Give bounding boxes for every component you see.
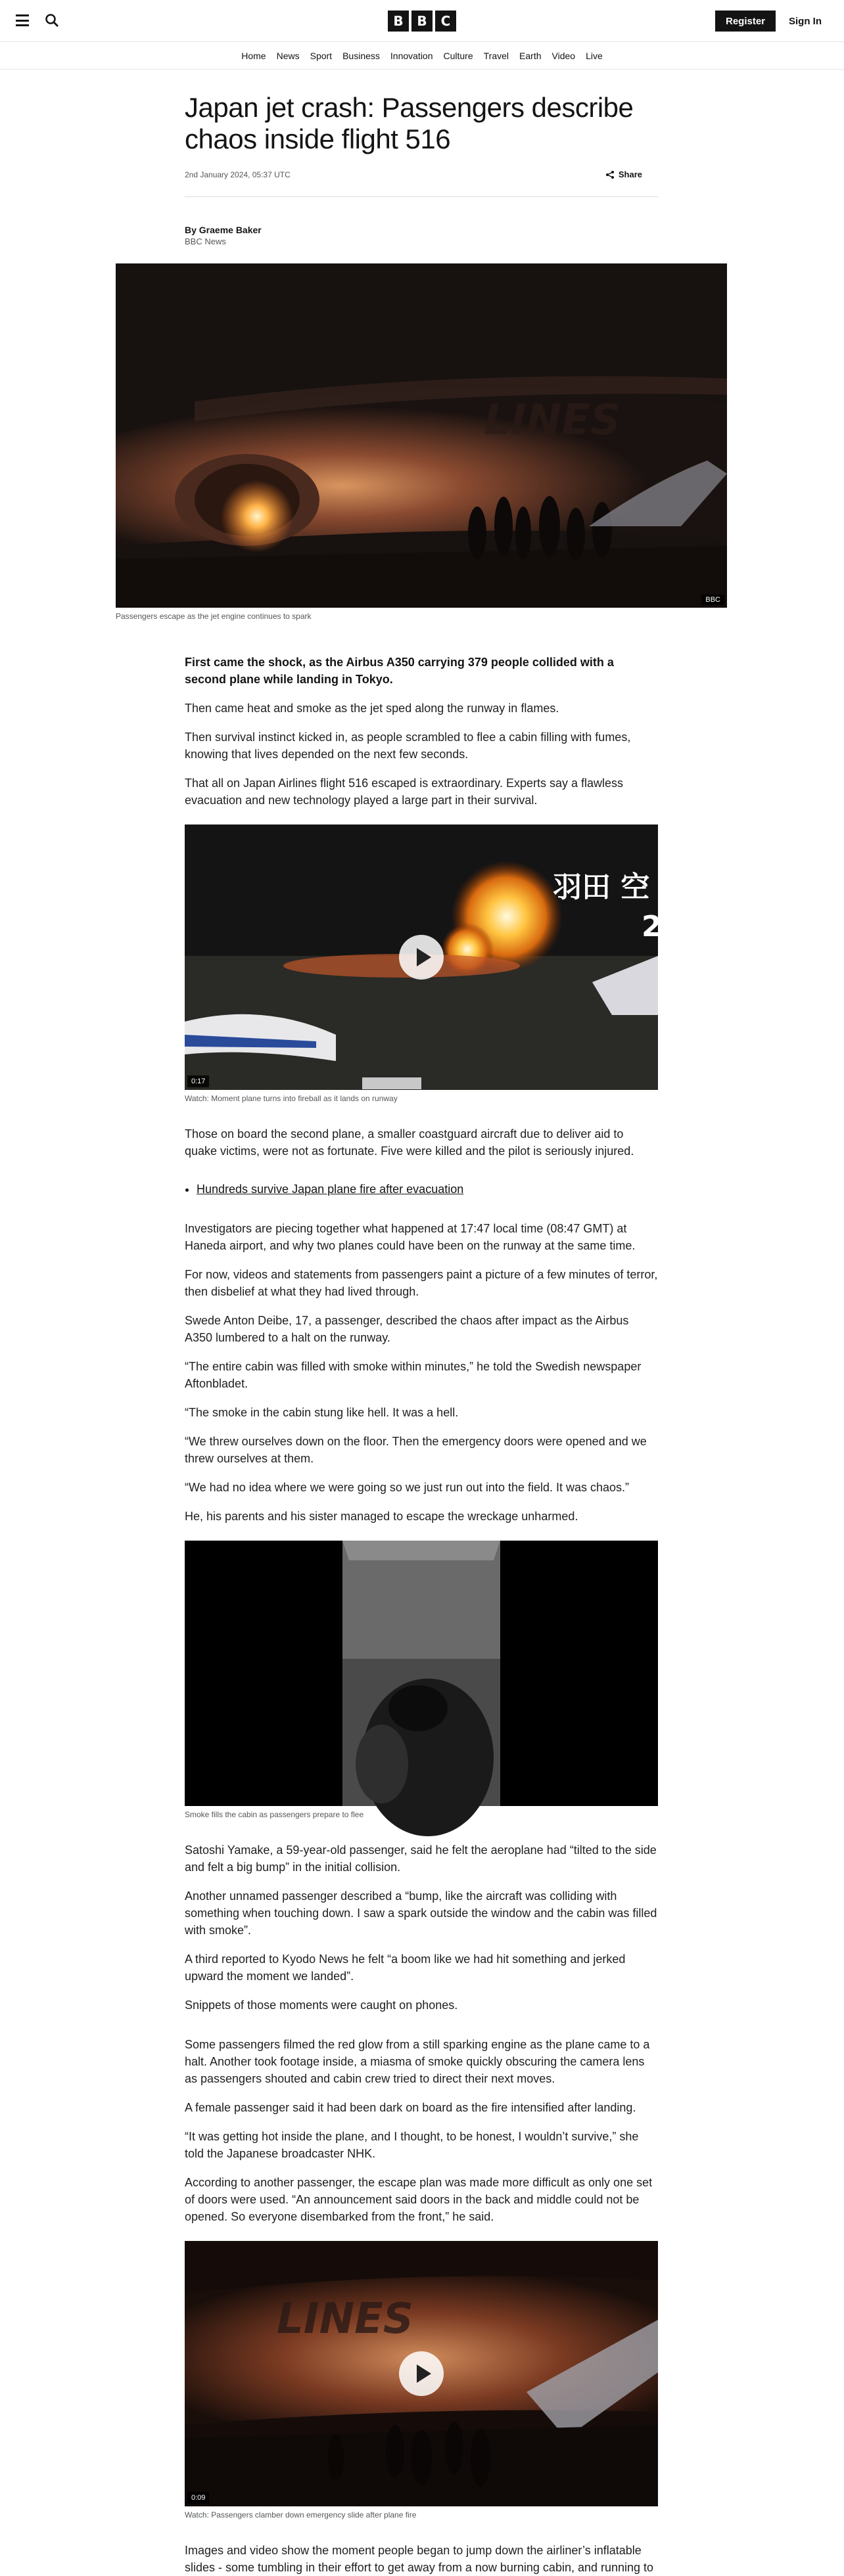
paragraph: Images and video show the moment people began to jump down the airliner’s inflatable slides - some tumbling in their effort to get away from a now burning cabin, and running to bbox=[185, 2544, 654, 2574]
sign-in-link[interactable]: Sign In bbox=[789, 15, 822, 27]
paragraph: That all on Japan Airlines flight 516 escaped is extraordinary. Experts say a flawless evacuation and new technology played a large part in their survival. bbox=[185, 777, 624, 807]
paragraph: Investigators are piecing together what happened at 17:47 local time (08:47 GMT) at Haneda airport, and why two planes could have been on the runway at the same time. bbox=[185, 1222, 636, 1252]
broadcast-overlay-text: 羽田 空 bbox=[553, 870, 650, 904]
article-meta bbox=[185, 169, 658, 197]
play-icon[interactable] bbox=[399, 935, 444, 980]
paragraph: Then came heat and smoke as the jet sped along the runway in flames. bbox=[185, 702, 559, 715]
video-caption: Watch: Moment plane turns into fireball as it lands on runway bbox=[185, 1094, 398, 1103]
lead-paragraph: First came the shock, as the Airbus A350 carrying 379 people collided with a second plane while landing in Tokyo. bbox=[185, 656, 614, 686]
share-button[interactable] bbox=[605, 169, 642, 179]
search-icon[interactable] bbox=[45, 13, 59, 28]
video-duration: 0:09 bbox=[187, 2492, 209, 2504]
image-source-badge: BBC bbox=[701, 595, 724, 605]
related-links bbox=[197, 1181, 658, 1198]
plane-fire-illustration bbox=[116, 263, 727, 608]
paragraph: Swede Anton Deibe, 17, a passenger, described the chaos after impact as the Airbus A350 lumbered to a halt on the runway. bbox=[185, 1314, 629, 1344]
nav-innovation[interactable]: Innovation bbox=[390, 50, 433, 61]
nav-business[interactable]: Business bbox=[342, 50, 380, 61]
paragraph: “It was getting hot inside the plane, and I thought, to be honest, I wouldn’t survive,” she told the Japanese broadcaster NHK. bbox=[185, 2130, 639, 2160]
byline bbox=[185, 225, 658, 246]
share-label: Share bbox=[618, 169, 642, 179]
play-icon[interactable] bbox=[399, 2351, 444, 2396]
video-player[interactable] bbox=[185, 825, 662, 1090]
share-icon bbox=[605, 170, 615, 179]
paragraph: A female passenger said it had been dark on board as the fire intensified after landing. bbox=[185, 2101, 636, 2114]
broadcast-overlay-text: 2 bbox=[642, 910, 662, 943]
paragraph: Another unnamed passenger described a “bump, like the aircraft was colliding with something when touching down. I saw a spark outside the window and the cabin was filled with smoke”. bbox=[185, 1889, 657, 1937]
main-nav bbox=[0, 42, 844, 70]
nav-travel[interactable]: Travel bbox=[483, 50, 509, 61]
video-caption: Watch: Passengers clamber down emergency slide after plane fire bbox=[185, 2510, 417, 2520]
paragraph: “The entire cabin was filled with smoke within minutes,” he told the Swedish newspaper Aftonbladet. bbox=[185, 1360, 642, 1390]
publish-date: 2nd January 2024, 05:37 UTC bbox=[185, 169, 291, 179]
paragraph: He, his parents and his sister managed to escape the wreckage unharmed. bbox=[185, 1510, 578, 1523]
paragraph: “We threw ourselves down on the floor. Then the emergency doors were opened and we threw ourselves at them. bbox=[185, 1435, 647, 1465]
paragraph: Some passengers filmed the red glow from a still sparking engine as the plane came to a halt. Another took footage inside, a miasma of smoke quickly obscuring the camera lens as passengers shouted and cabin crew tried to direct their next moves. bbox=[185, 2038, 650, 2085]
register-button[interactable]: Register bbox=[715, 11, 776, 32]
author-name: By Graeme Baker bbox=[185, 225, 262, 235]
bbc-logo[interactable] bbox=[388, 11, 456, 32]
paragraph: Snippets of those moments were caught on phones. bbox=[185, 1999, 458, 2012]
logo-letter: B bbox=[411, 11, 433, 32]
image-caption: Smoke fills the cabin as passengers prepare to flee bbox=[185, 1810, 364, 1819]
nav-live[interactable]: Live bbox=[586, 50, 603, 61]
paragraph: Then survival instinct kicked in, as people scrambled to flee a cabin filling with fumes, knowing that lives depended on the next few seconds. bbox=[185, 731, 631, 761]
logo-letter: C bbox=[435, 11, 456, 32]
nav-sport[interactable]: Sport bbox=[310, 50, 333, 61]
nav-news[interactable]: News bbox=[276, 50, 300, 61]
nav-video[interactable]: Video bbox=[551, 50, 576, 61]
video-duration: 0:17 bbox=[187, 1075, 209, 1087]
cabin-smoke-illustration bbox=[185, 1541, 658, 1806]
paragraph: For now, videos and statements from passengers paint a picture of a few minutes of terror, then disbelief at what they had lived through. bbox=[185, 1268, 658, 1298]
nav-earth[interactable]: Earth bbox=[519, 50, 542, 61]
nav-culture[interactable]: Culture bbox=[443, 50, 473, 61]
cabin-smoke-image bbox=[185, 1541, 658, 1806]
hero-image bbox=[116, 263, 727, 608]
menu-icon[interactable] bbox=[16, 14, 29, 26]
hero-caption: Passengers escape as the jet engine continues to spark bbox=[116, 612, 312, 621]
paragraph: Satoshi Yamake, a 59-year-old passenger, said he felt the aeroplane had “tilted to the side and felt a big bump” in the initial collision. bbox=[185, 1843, 657, 1874]
paragraph: Those on board the second plane, a smaller coastguard aircraft due to deliver aid to quake victims, were not as fortunate. Five were killed and the pilot is seriously injured. bbox=[185, 1127, 634, 1158]
author-org: BBC News bbox=[185, 237, 226, 246]
nav-home[interactable]: Home bbox=[241, 50, 266, 61]
article-title: Japan jet crash: Passengers describe chaos inside flight 516 bbox=[185, 92, 634, 154]
paragraph: “The smoke in the cabin stung like hell. It was a hell. bbox=[185, 1406, 459, 1419]
related-link-item bbox=[197, 1181, 658, 1198]
paragraph: A third reported to Kyodo News he felt “a boom like we had hit something and jerked upward the moment we landed”. bbox=[185, 1953, 626, 1983]
paragraph: According to another passenger, the escape plan was made more difficult as only one set of doors were used. “An announcement said doors in the back and middle could not be opened. So everyone disembarked from the front,” he said. bbox=[185, 2176, 653, 2223]
top-header bbox=[0, 0, 844, 42]
related-link[interactable]: Hundreds survive Japan plane fire after evacuation bbox=[197, 1183, 464, 1196]
paragraph: “We had no idea where we were going so we just run out into the field. It was chaos.” bbox=[185, 1481, 630, 1494]
logo-letter: B bbox=[388, 11, 409, 32]
plane-livery-text: LINES bbox=[277, 2295, 413, 2343]
plane-livery-text: LINES bbox=[484, 396, 621, 445]
video-player[interactable] bbox=[185, 2241, 658, 2506]
article bbox=[0, 71, 844, 2576]
